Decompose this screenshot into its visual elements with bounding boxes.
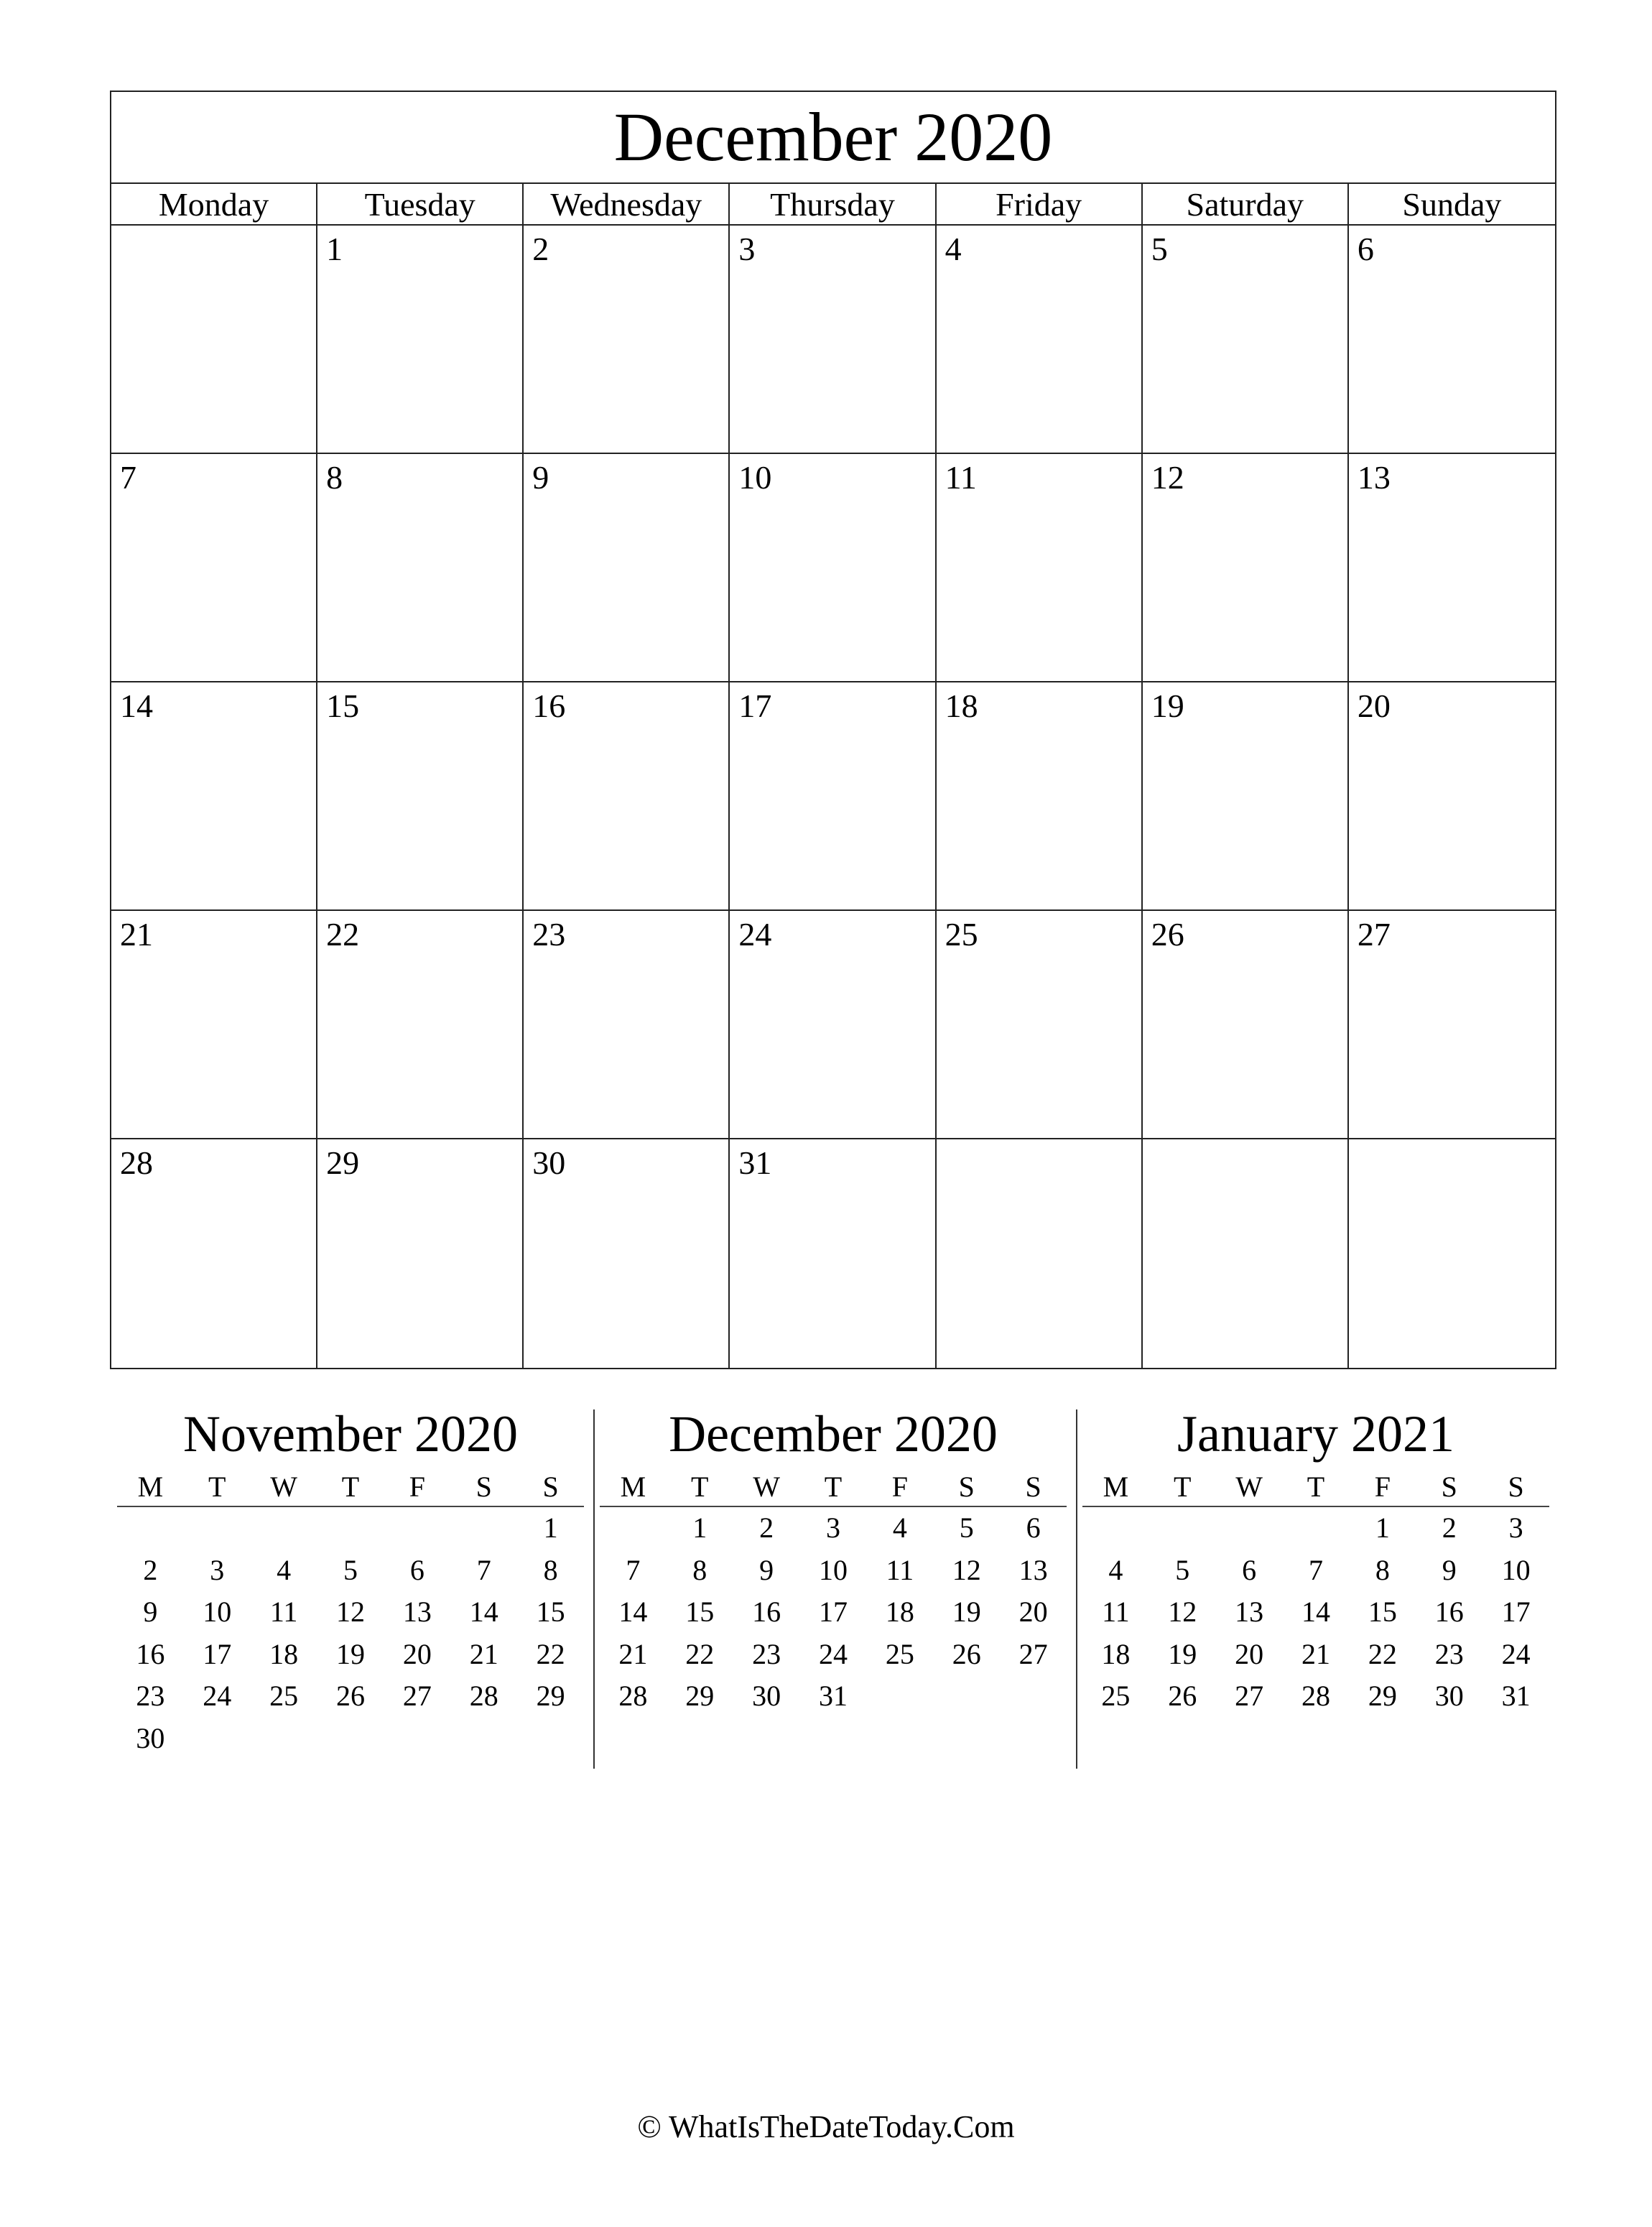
mini-day: 29	[536, 1680, 565, 1712]
day-cell: 29	[317, 1139, 524, 1368]
mini-day: 14	[469, 1596, 498, 1628]
mini-day: 19	[1168, 1637, 1197, 1670]
mini-weekday-header: T	[1283, 1468, 1350, 1507]
mini-day: 15	[1368, 1596, 1397, 1628]
day-cell: 18	[937, 682, 1143, 911]
day-cell: 19	[1143, 682, 1349, 911]
column-divider	[593, 1409, 595, 1769]
day-cell: 22	[317, 911, 524, 1139]
day-cell: 5	[1143, 226, 1349, 454]
mini-day: 7	[1308, 1553, 1323, 1586]
mini-weekday-header: M	[600, 1468, 667, 1507]
mini-day: 14	[618, 1596, 648, 1628]
mini-day: 5	[959, 1511, 974, 1544]
mini-day: 21	[469, 1637, 498, 1670]
main-calendar-grid	[111, 184, 1555, 1368]
mini-weekday-header: T	[317, 1468, 384, 1507]
mini-day: 6	[1242, 1553, 1257, 1586]
mini-day: 7	[476, 1553, 491, 1586]
mini-day: 25	[1101, 1680, 1131, 1712]
mini-day: 20	[402, 1637, 432, 1670]
day-cell	[1349, 1139, 1555, 1368]
mini-day: 22	[685, 1637, 715, 1670]
day-cell: 21	[111, 911, 317, 1139]
mini-day: 1	[543, 1511, 558, 1544]
mini-day: 3	[1508, 1511, 1523, 1544]
day-cell: 4	[937, 226, 1143, 454]
mini-day: 30	[1434, 1680, 1464, 1712]
mini-day: 8	[543, 1553, 558, 1586]
mini-calendar-title: January 2021	[1177, 1405, 1454, 1463]
mini-day	[184, 1507, 251, 1550]
mini-day: 19	[952, 1596, 981, 1628]
mini-day: 11	[1102, 1596, 1130, 1628]
day-cell: 16	[524, 682, 730, 911]
mini-day	[450, 1718, 517, 1760]
day-cell: 11	[937, 454, 1143, 682]
day-cell: 15	[317, 682, 524, 911]
mini-day: 15	[685, 1596, 715, 1628]
day-cell: 7	[111, 454, 317, 682]
mini-day: 19	[335, 1637, 365, 1670]
mini-weekday-header: T	[184, 1468, 251, 1507]
mini-day	[933, 1675, 1000, 1718]
day-cell: 2	[524, 226, 730, 454]
mini-day: 8	[692, 1553, 707, 1586]
mini-day: 13	[1235, 1596, 1264, 1628]
mini-day: 11	[886, 1553, 914, 1586]
mini-calendar-grid	[1082, 1468, 1549, 1718]
mini-weekday-header: S	[1000, 1468, 1067, 1507]
mini-day: 26	[952, 1637, 981, 1670]
mini-day	[1000, 1675, 1067, 1718]
mini-calendar-grid	[600, 1468, 1067, 1718]
mini-weekday-header: T	[1149, 1468, 1216, 1507]
day-cell: 1	[317, 226, 524, 454]
mini-day	[1082, 1507, 1149, 1550]
mini-day: 27	[402, 1680, 432, 1712]
mini-day: 31	[818, 1680, 848, 1712]
mini-day	[251, 1718, 317, 1760]
mini-day: 21	[618, 1637, 648, 1670]
mini-weekday-header: F	[384, 1468, 450, 1507]
day-cell: 26	[1143, 911, 1349, 1139]
mini-day: 4	[277, 1553, 292, 1586]
mini-day: 30	[752, 1680, 781, 1712]
mini-day: 6	[409, 1553, 424, 1586]
day-cell: 9	[524, 454, 730, 682]
mini-day: 24	[818, 1637, 848, 1670]
day-cell: 24	[730, 911, 936, 1139]
weekday-header: Wednesday	[524, 184, 730, 226]
mini-day: 23	[752, 1637, 781, 1670]
mini-day: 22	[1368, 1637, 1397, 1670]
mini-day	[117, 1507, 184, 1550]
day-cell: 12	[1143, 454, 1349, 682]
weekday-header: Saturday	[1143, 184, 1349, 226]
mini-day: 5	[343, 1553, 358, 1586]
day-cell: 28	[111, 1139, 317, 1368]
mini-day: 1	[1375, 1511, 1390, 1544]
mini-day: 13	[1018, 1553, 1048, 1586]
mini-calendar-grid	[117, 1468, 584, 1759]
mini-day: 4	[1108, 1553, 1123, 1586]
mini-day: 28	[469, 1680, 498, 1712]
mini-day: 18	[885, 1596, 914, 1628]
mini-day: 10	[1501, 1553, 1531, 1586]
day-cell: 6	[1349, 226, 1555, 454]
mini-day: 27	[1235, 1680, 1264, 1712]
day-cell: 17	[730, 682, 936, 911]
mini-day: 20	[1235, 1637, 1264, 1670]
mini-day	[317, 1507, 384, 1550]
day-cell	[111, 226, 317, 454]
mini-day	[317, 1718, 384, 1760]
mini-weekday-header: S	[1482, 1468, 1549, 1507]
main-calendar	[110, 91, 1556, 1369]
mini-day: 8	[1375, 1553, 1390, 1586]
mini-day	[384, 1507, 450, 1550]
mini-day: 22	[536, 1637, 565, 1670]
day-cell	[1143, 1139, 1349, 1368]
mini-weekday-header: F	[1349, 1468, 1416, 1507]
mini-day: 26	[1168, 1680, 1197, 1712]
mini-day: 28	[1301, 1680, 1330, 1712]
mini-day: 6	[1026, 1511, 1041, 1544]
mini-day: 3	[825, 1511, 840, 1544]
mini-weekday-header: S	[517, 1468, 584, 1507]
mini-weekday-header: S	[933, 1468, 1000, 1507]
mini-weekday-header: F	[866, 1468, 933, 1507]
day-cell: 8	[317, 454, 524, 682]
weekday-header: Tuesday	[317, 184, 524, 226]
mini-weekday-header: W	[1216, 1468, 1283, 1507]
mini-day: 24	[203, 1680, 232, 1712]
mini-day: 2	[143, 1553, 158, 1586]
column-divider	[1076, 1409, 1077, 1769]
weekday-header: Monday	[111, 184, 317, 226]
mini-day: 9	[143, 1596, 158, 1628]
mini-day: 10	[818, 1553, 848, 1586]
mini-day: 25	[885, 1637, 914, 1670]
mini-weekday-header: W	[733, 1468, 800, 1507]
mini-day: 9	[759, 1553, 774, 1586]
mini-day: 21	[1301, 1637, 1330, 1670]
mini-day: 12	[952, 1553, 981, 1586]
day-cell: 14	[111, 682, 317, 911]
mini-weekday-header: W	[251, 1468, 317, 1507]
mini-weekday-header: M	[1082, 1468, 1149, 1507]
mini-day: 2	[759, 1511, 774, 1544]
mini-day: 20	[1018, 1596, 1048, 1628]
mini-day: 4	[892, 1511, 907, 1544]
mini-day	[184, 1718, 251, 1760]
mini-weekday-header: S	[450, 1468, 517, 1507]
mini-day: 18	[269, 1637, 299, 1670]
mini-day: 16	[1434, 1596, 1464, 1628]
day-cell: 23	[524, 911, 730, 1139]
mini-calendar-title: December 2020	[669, 1405, 998, 1463]
day-cell: 30	[524, 1139, 730, 1368]
day-cell: 31	[730, 1139, 936, 1368]
mini-day: 23	[1434, 1637, 1464, 1670]
mini-day: 12	[1168, 1596, 1197, 1628]
mini-day: 1	[692, 1511, 707, 1544]
mini-day: 23	[136, 1680, 165, 1712]
mini-day	[600, 1507, 667, 1550]
mini-day: 16	[136, 1637, 165, 1670]
mini-day	[866, 1675, 933, 1718]
mini-day	[1149, 1507, 1216, 1550]
mini-day: 29	[685, 1680, 715, 1712]
mini-day: 3	[210, 1553, 225, 1586]
mini-day: 11	[269, 1596, 298, 1628]
mini-weekday-header: M	[117, 1468, 184, 1507]
day-cell: 13	[1349, 454, 1555, 682]
day-cell: 20	[1349, 682, 1555, 911]
mini-day: 13	[402, 1596, 432, 1628]
mini-day: 28	[618, 1680, 648, 1712]
mini-day: 24	[1501, 1637, 1531, 1670]
mini-day: 26	[335, 1680, 365, 1712]
weekday-header: Friday	[937, 184, 1143, 226]
mini-day: 17	[203, 1637, 232, 1670]
mini-calendar-next-month	[1082, 1399, 1549, 1718]
mini-weekday-header: T	[800, 1468, 867, 1507]
mini-weekday-header: T	[667, 1468, 733, 1507]
footer-copyright: © WhatIsTheDateToday.Com	[637, 2109, 1015, 2144]
day-cell: 25	[937, 911, 1143, 1139]
mini-day: 16	[752, 1596, 781, 1628]
mini-day: 9	[1442, 1553, 1457, 1586]
mini-day: 17	[1501, 1596, 1531, 1628]
mini-day: 27	[1018, 1637, 1048, 1670]
mini-day: 15	[536, 1596, 565, 1628]
mini-calendar-previous-month	[117, 1399, 584, 1759]
mini-day: 17	[818, 1596, 848, 1628]
mini-day: 2	[1442, 1511, 1457, 1544]
day-cell	[937, 1139, 1143, 1368]
mini-day: 5	[1175, 1553, 1190, 1586]
mini-calendar-current-month	[600, 1399, 1067, 1718]
mini-day: 29	[1368, 1680, 1397, 1712]
mini-day: 14	[1301, 1596, 1330, 1628]
mini-day: 10	[203, 1596, 232, 1628]
mini-day: 30	[136, 1721, 165, 1754]
mini-day: 25	[269, 1680, 299, 1712]
mini-day: 31	[1501, 1680, 1531, 1712]
mini-day	[251, 1507, 317, 1550]
mini-day: 18	[1101, 1637, 1131, 1670]
mini-day	[384, 1718, 450, 1760]
mini-day: 12	[335, 1596, 365, 1628]
day-cell: 10	[730, 454, 936, 682]
mini-day	[450, 1507, 517, 1550]
weekday-header: Sunday	[1349, 184, 1555, 226]
day-cell: 27	[1349, 911, 1555, 1139]
mini-day	[1283, 1507, 1350, 1550]
weekday-header: Thursday	[730, 184, 936, 226]
mini-calendar-title: November 2020	[183, 1405, 518, 1463]
main-calendar-title: December 2020	[111, 92, 1555, 184]
day-cell: 3	[730, 226, 936, 454]
mini-day	[1216, 1507, 1283, 1550]
mini-day: 7	[626, 1553, 641, 1586]
mini-day	[517, 1718, 584, 1760]
mini-weekday-header: S	[1416, 1468, 1482, 1507]
